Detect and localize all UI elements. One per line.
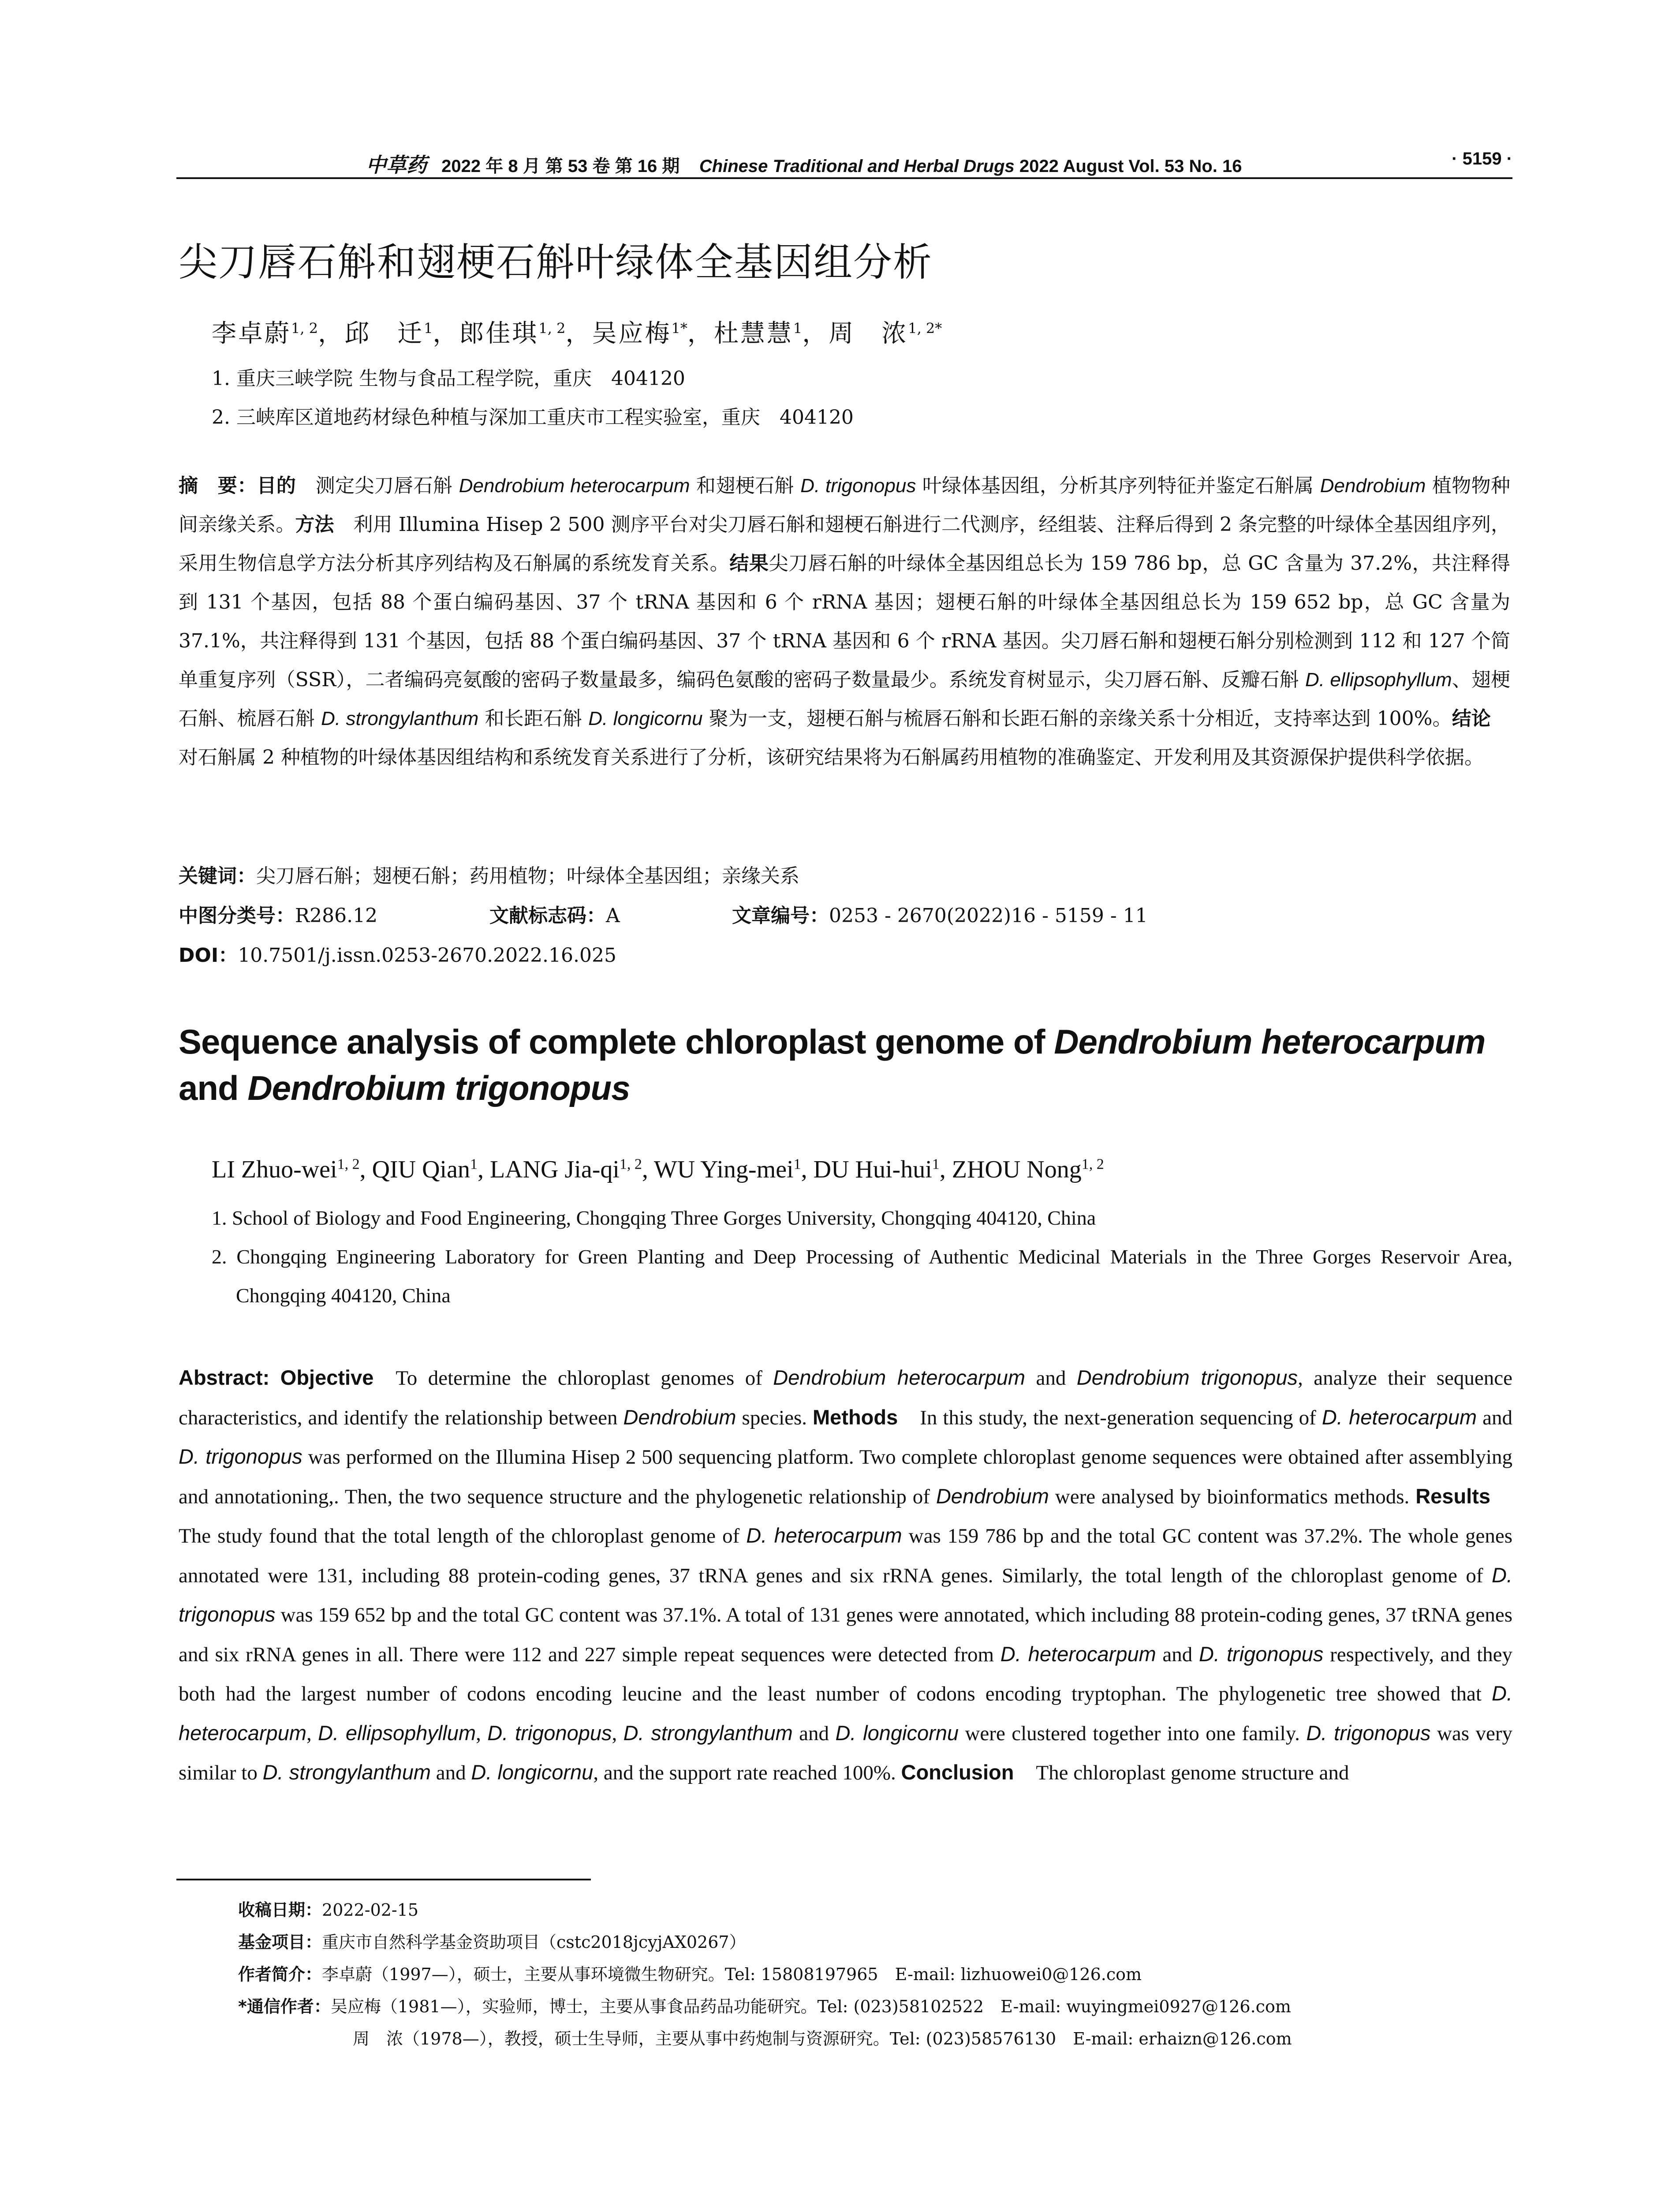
author-name: DU Hui-hui bbox=[813, 1156, 932, 1183]
issue-en: 2022 August Vol. 53 No. 16 bbox=[1014, 157, 1242, 176]
footnote-text: 重庆市自然科学基金资助项目（cstc2018jcyjAX0267） bbox=[322, 1932, 746, 1952]
author-affiliation-mark: 1 bbox=[470, 1156, 478, 1173]
keywords-cn-text: 尖刀唇石斛；翅梗石斛；药用植物；叶绿体全基因组；亲缘关系 bbox=[256, 865, 799, 887]
footnote-line bbox=[238, 1958, 1517, 1991]
article-number-label: 文章编号： bbox=[732, 904, 829, 927]
author-name: 杜慧慧 bbox=[713, 319, 793, 348]
author-affiliation-mark: 1, 2 bbox=[1081, 1156, 1104, 1173]
methods-cn-text: 利用 Illumina Hisep 2 500 测序平台对尖刀唇石斛和翅梗石斛进行二代测序，经组装、注释后得到 2 条完整的叶绿体全基因组序列，采用生物信息学方法分析其序列结构及石斛属的系统发育关系。 bbox=[179, 513, 1511, 575]
taxon-name: D. heterocarpum bbox=[179, 1682, 1512, 1745]
doi-line bbox=[179, 939, 616, 968]
author-affiliation-mark: 1, 2 bbox=[337, 1156, 360, 1173]
author-affiliation-mark: 1, 2 bbox=[291, 320, 318, 337]
abstract-cn-label: 摘 要： bbox=[179, 475, 257, 497]
clc-value: R286.12 bbox=[295, 904, 378, 927]
taxon-name: D. longicornu bbox=[471, 1760, 594, 1784]
taxon-name: Dendrobium bbox=[1320, 475, 1426, 497]
taxon-name: Dendrobium trigonopus bbox=[247, 1069, 630, 1107]
affiliation-en-2: 2. Chongqing Engineering Laboratory for Green Planting and Deep Processing of Authentic Medicinal Materials in the Three Gorges Reservoir Area, Chongqing 404120, China bbox=[212, 1245, 1512, 1307]
author-name: QIU Qian bbox=[372, 1156, 470, 1183]
objective-cn-label: 目的 bbox=[257, 475, 296, 497]
taxon-name: D. trigonopus bbox=[800, 475, 916, 497]
taxon-name: D. heterocarpum bbox=[1000, 1642, 1156, 1666]
affiliation-en-1: 1. School of Biology and Food Engineering, Chongqing Three Gorges University, Chongqing 404120, China bbox=[212, 1207, 1096, 1229]
journal-name-en: Chinese Traditional and Herbal Drugs bbox=[699, 157, 1015, 176]
author-affiliation-mark: 1 bbox=[424, 320, 433, 337]
author-affiliation-mark: 1, 2 bbox=[538, 320, 566, 337]
author-name: 周 浓 bbox=[829, 319, 908, 348]
issue-date-cn: 2022 年 8 月 第 53 卷 第 16 期 bbox=[441, 157, 680, 176]
footnote-label: 基金项目： bbox=[238, 1932, 322, 1952]
doi-value: 10.7501/j.issn.0253-2670.2022.16.025 bbox=[238, 944, 616, 967]
page-number: · 5159 · bbox=[1452, 149, 1512, 168]
taxon-name: Dendrobium heterocarpum bbox=[459, 475, 690, 497]
taxon-name: D. trigonopus bbox=[179, 1563, 1512, 1626]
taxon-name: Dendrobium bbox=[936, 1484, 1049, 1508]
taxon-name: D. ellipsophyllum bbox=[1305, 669, 1452, 691]
footnote-text: 吴应梅（1981—），实验师，博士，主要从事食品药品功能研究。Tel: (023)58102522 E-mail: wuyingmei0927@126.com bbox=[330, 1997, 1291, 2016]
footnotes bbox=[238, 1894, 1517, 2055]
author-affiliation-mark: 1 bbox=[932, 1156, 940, 1173]
footnote-text: 2022-02-15 bbox=[322, 1900, 419, 1920]
footnote-line bbox=[238, 2023, 1517, 2055]
affiliation-cn-2: 2. 三峡库区道地药材绿色种植与深加工重庆市工程实验室，重庆 404120 bbox=[212, 406, 854, 429]
taxon-name: D. heterocarpum bbox=[1322, 1405, 1477, 1429]
footnote-line bbox=[238, 1991, 1517, 2023]
taxon-name: D. trigonopus bbox=[487, 1721, 612, 1745]
abstract-en-label: Abstract: bbox=[179, 1366, 270, 1389]
footnote-label: 收稿日期： bbox=[238, 1900, 322, 1920]
document-code bbox=[489, 900, 620, 928]
footnote-text: 李卓蔚（1997—），硕士，主要从事环境微生物研究。Tel: 15808197965 E-mail: lizhuowei0@126.com bbox=[322, 1965, 1142, 1984]
clc-label: 中图分类号： bbox=[179, 904, 295, 927]
conclusion-cn-text: 对石斛属 2 种植物的叶绿体基因组结构和系统发育关系进行了分析，该研究结果将为石斛属药用植物的准确鉴定、开发利用及其资源保护提供科学依据。 bbox=[179, 707, 1510, 769]
results-en-text: The study found that the total length of the chloroplast genome of D. heterocarpum was 159 786 bp and the total GC content was 37.2%. The whole genes annotated were 131, including 88 protein-coding genes, 37 tRNA genes and six rRNA genes. Similarly, the total length of the chloroplast genome of D. trigonopus was 159 652 bp and the total GC content was 37.1%. A total of 131 genes were annotated, which including 88 protein-coding genes, 37 tRNA genes and six rRNA genes in all. There were 112 and 227 simple repeat sequences were detected from D. heterocarpum and D. trigonopus respectively, and they both had the largest number of codons encoding leucine and the least number of codons encoding tryptophan. The phylogenetic tree showed that D. heterocarpum, D. ellipsophyllum, D. trigonopus, D. strongylanthum and D. longicornu were clustered together into one family. D. trigonopus was very similar to D. strongylanthum and D. longicornu, and the support rate reached 100%. bbox=[179, 1524, 1512, 1784]
running-header bbox=[176, 146, 1512, 176]
authors-en: LI Zhuo-wei$^{1, 2}$, QIU Qian$^1$, LANG Jia-qi$^{1, 2}$, WU Ying-mei$^1$, DU Hui-hui$^1$, ZHOU Nong$^{1, 2}$ bbox=[212, 1156, 1104, 1183]
taxon-name: Dendrobium trigonopus bbox=[1076, 1366, 1298, 1389]
taxon-name: D. heterocarpum bbox=[746, 1524, 902, 1547]
author-affiliation-mark: 1 bbox=[793, 320, 803, 337]
author-name: ZHOU Nong bbox=[952, 1156, 1082, 1183]
conclusion-en-text: The chloroplast genome structure and bbox=[1036, 1761, 1349, 1784]
taxon-name: D. strongylanthum bbox=[262, 1760, 431, 1784]
journal-name-cn: 中草药 bbox=[366, 153, 427, 177]
footnote-text: 周 浓（1978—），教授，硕士生导师，主要从事中药炮制与资源研究。Tel: (023)58576130 E-mail: erhaizn@126.com bbox=[353, 2029, 1292, 2048]
objective-cn-text: 测定尖刀唇石斛 Dendrobium heterocarpum 和翅梗石斛 D. trigonopus 叶绿体基因组，分析其序列特征并鉴定石斛属 Dendrobium 植物物种间亲缘关系。 bbox=[179, 475, 1510, 536]
objective-en-text: To determine the chloroplast genomes of Dendrobium heterocarpum and Dendrobium trigonopus, analyze their sequence characteristics, and identify the relationship between Dendrobium species. bbox=[179, 1366, 1512, 1429]
footnote-label: 作者简介： bbox=[238, 1965, 322, 1984]
results-cn-text: 尖刀唇石斛的叶绿体全基因组总长为 159 786 bp，总 GC 含量为 37.2%，共注释得到 131 个基因，包括 88 个蛋白编码基因、37 个 tRNA 基因和 6 个 rRNA 基因；翅梗石斛的叶绿体全基因组总长为 159 652 bp，总 GC 含量为 37.1%，共注释得到 131 个基因，包括 88 个蛋白编码基因、37 个 tRNA 基因和 6 个 rRNA 基因。尖刀唇石斛和翅梗石斛分别检测到 112 和 127 个简单重复序列（SSR），二者编码亮氨酸的密码子数量最多，编码色氨酸的密码子数量最少。系统发育树显示，尖刀唇石斛、反瓣石斛 D. ellipsophyllum、翅梗石斛、梳唇石斛 D. strongylanthum 和长距石斛 D. longicornu 聚为一支，翅梗石斛与梳唇石斛和长距石斛的亲缘关系十分相近，支持率达到 100%。 bbox=[179, 552, 1511, 730]
author-name: LI Zhuo-wei bbox=[212, 1156, 337, 1183]
title-en: Sequence analysis of complete chloroplast genome of Dendrobium heterocarpum and Dendrobium trigonopus bbox=[179, 1022, 1486, 1107]
keywords-cn bbox=[179, 860, 799, 888]
affiliation-cn-1: 1. 重庆三峡学院 生物与食品工程学院，重庆 404120 bbox=[212, 367, 685, 390]
title-cn: 尖刀唇石斛和翅梗石斛叶绿体全基因组分析 bbox=[179, 239, 933, 285]
methods-en-text: In this study, the next-generation sequencing of D. heterocarpum and D. trigonopus was performed on the Illumina Hisep 2 500 sequencing platform. Two complete chloroplast genome sequences were obtained after assemblying and annotationing,. Then, the two sequence structure and the phylogenetic relationship of Dendrobium were analysed by bioinformatics methods. bbox=[179, 1405, 1512, 1508]
author-affiliation-mark: 1 bbox=[793, 1156, 801, 1173]
author-name: 郎佳琪 bbox=[459, 319, 539, 348]
taxon-name: Dendrobium heterocarpum bbox=[773, 1366, 1026, 1389]
taxon-name: D. trigonopus bbox=[179, 1445, 302, 1468]
journal-line bbox=[366, 149, 1242, 178]
author-name: WU Ying-mei bbox=[653, 1156, 794, 1183]
header-rule bbox=[176, 177, 1512, 179]
taxon-name: D. trigonopus bbox=[1198, 1642, 1324, 1666]
abstract-en bbox=[179, 1358, 1512, 1793]
taxon-name: D. strongylanthum bbox=[321, 708, 479, 729]
author-name: 吴应梅 bbox=[592, 319, 672, 348]
authors-cn: 李卓蔚$^{1, 2}$，邱 迁$^1$，郎佳琪$^{1, 2}$，吴应梅$^{1*}$，杜慧慧$^1$，周 浓$^{1, 2*}$ bbox=[212, 319, 942, 348]
classification-line bbox=[179, 900, 1510, 926]
taxon-name: D. strongylanthum bbox=[623, 1721, 793, 1745]
taxon-name: D. longicornu bbox=[588, 708, 703, 729]
conclusion-cn-label: 结论 bbox=[1452, 707, 1491, 730]
results-en-label: Results bbox=[1415, 1484, 1490, 1508]
methods-cn-label: 方法 bbox=[295, 513, 334, 536]
taxon-name: D. longicornu bbox=[835, 1721, 959, 1745]
author-name: 李卓蔚 bbox=[212, 319, 291, 348]
objective-en-label: Objective bbox=[280, 1366, 374, 1389]
author-affiliation-mark: 1* bbox=[671, 320, 687, 337]
footnote-line bbox=[238, 1894, 1517, 1926]
taxon-name: D. trigonopus bbox=[1306, 1721, 1431, 1745]
footnote-label: *通信作者： bbox=[238, 1997, 331, 2016]
taxon-name: Dendrobium bbox=[623, 1405, 736, 1429]
clc-number bbox=[179, 900, 377, 928]
methods-en-label: Methods bbox=[813, 1405, 898, 1429]
doi-label: DOI： bbox=[179, 944, 238, 967]
author-name: LANG Jia-qi bbox=[489, 1156, 620, 1183]
taxon-name: D. ellipsophyllum bbox=[318, 1721, 476, 1745]
doc-code-value: A bbox=[606, 904, 620, 927]
results-cn-label: 结果 bbox=[729, 552, 769, 575]
keywords-cn-label: 关键词： bbox=[179, 865, 256, 887]
author-name: 邱 迁 bbox=[344, 319, 424, 348]
abstract-cn bbox=[179, 467, 1510, 777]
article-number-value: 0253 - 2670(2022)16 - 5159 - 11 bbox=[829, 904, 1148, 927]
footnote-line bbox=[238, 1926, 1517, 1958]
footnote-rule bbox=[176, 1879, 591, 1880]
author-affiliation-mark: 1, 2 bbox=[619, 1156, 642, 1173]
author-affiliation-mark: 1, 2* bbox=[908, 320, 942, 337]
doc-code-label: 文献标志码： bbox=[489, 904, 606, 927]
conclusion-en-label: Conclusion bbox=[901, 1760, 1014, 1784]
taxon-name: Dendrobium heterocarpum bbox=[1054, 1022, 1486, 1061]
article-number bbox=[732, 900, 1148, 928]
